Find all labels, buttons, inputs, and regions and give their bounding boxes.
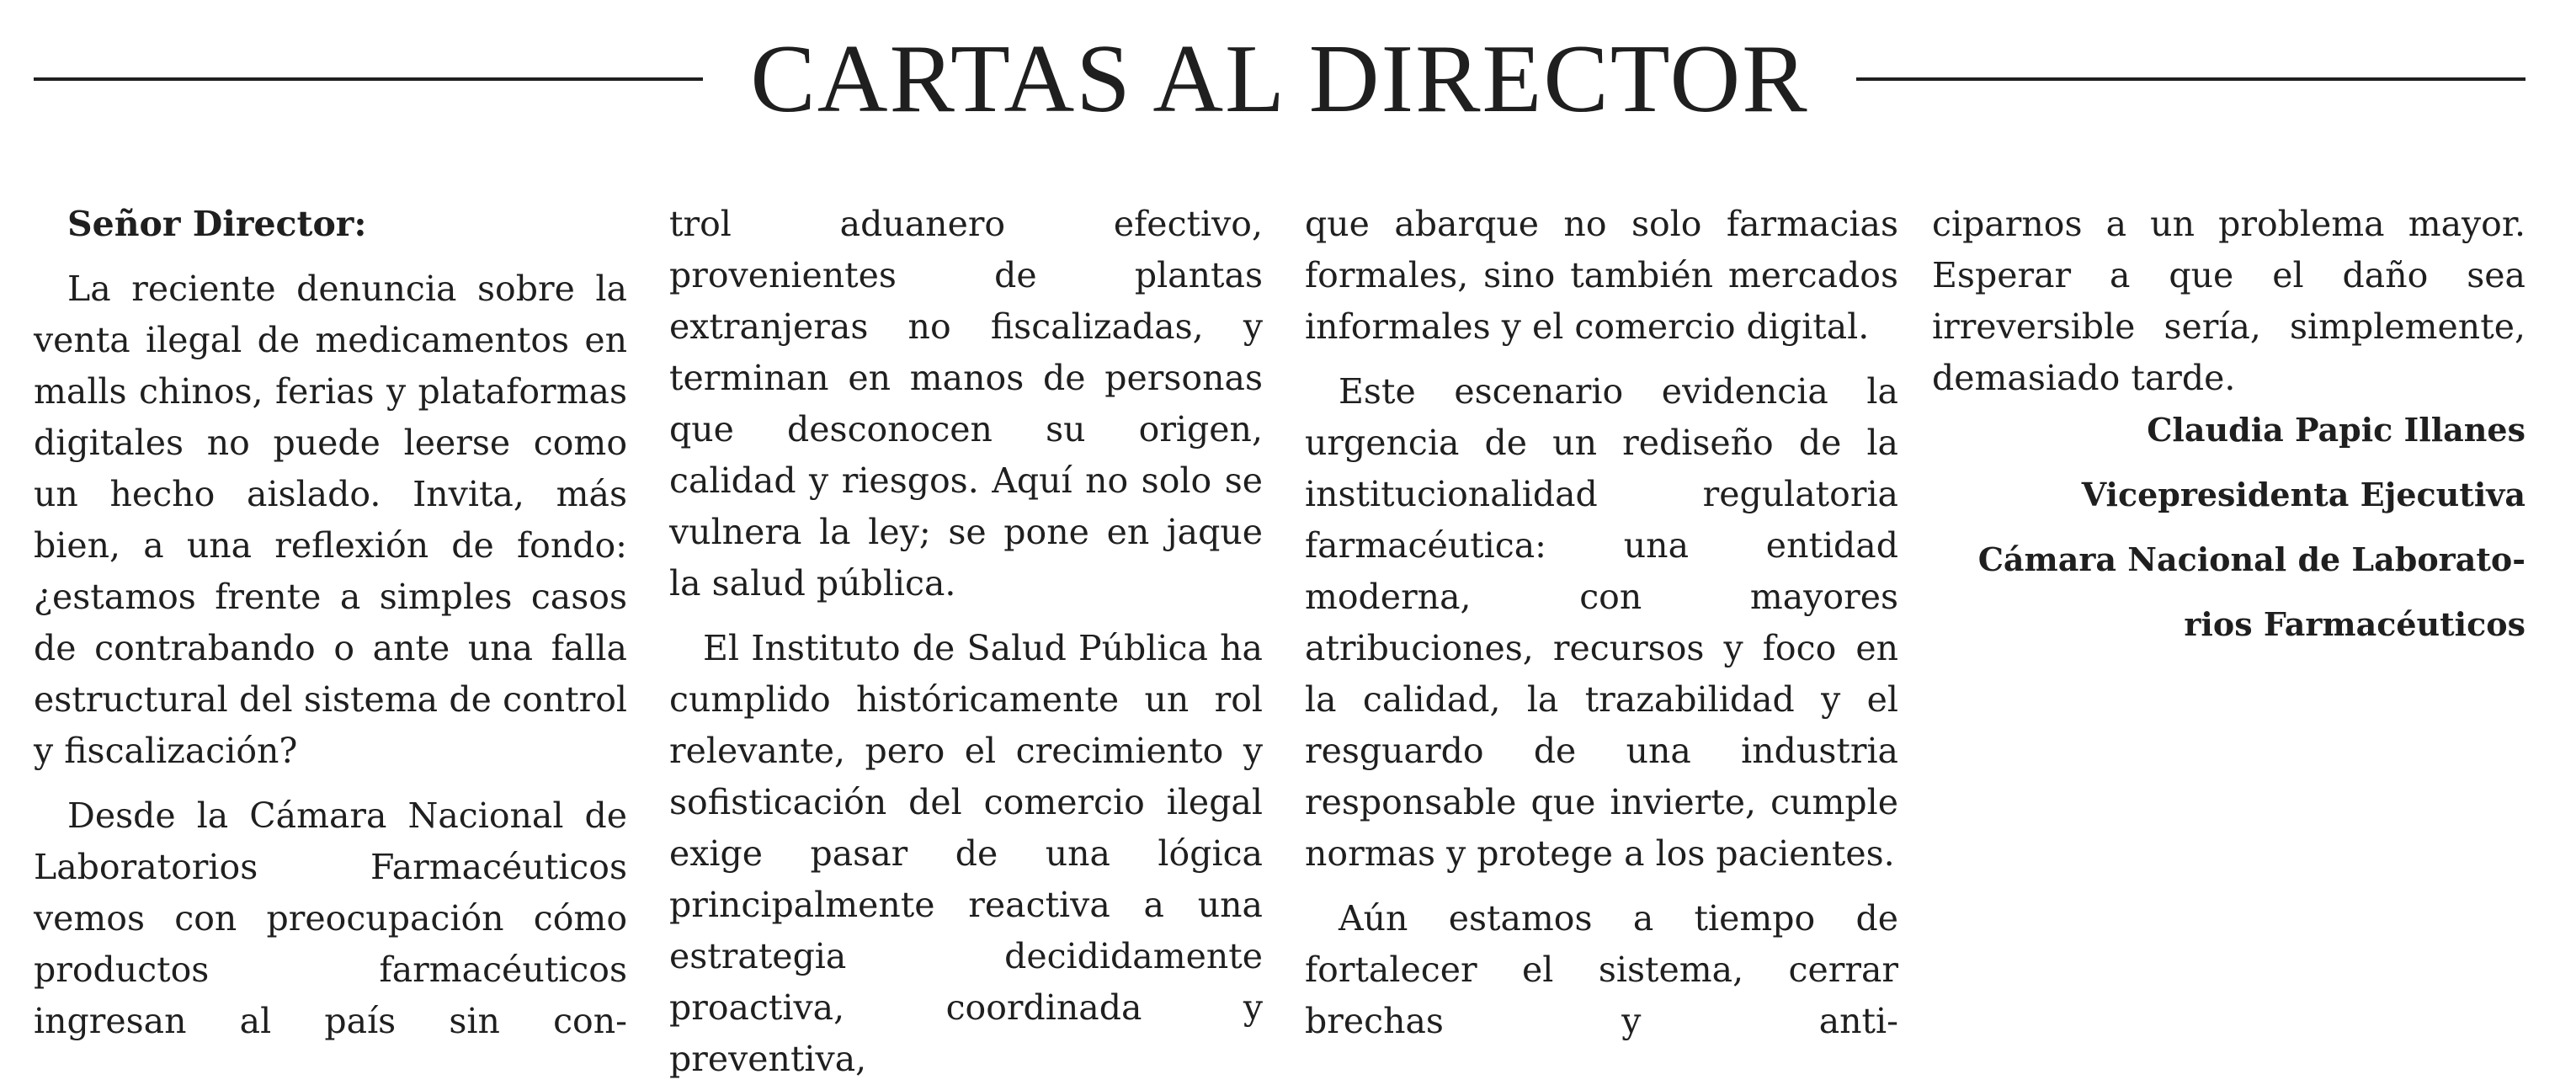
signature-name: Claudia Papic Illanes [2147, 411, 2525, 449]
column-3 [1305, 199, 1898, 1047]
paragraph: Este escenario evidencia la urgencia de un rediseño de la institucionalidad regulatoria farmacéutica: una entidad moderna, con mayores atribuciones, recursos y foco en la calidad, la trazabilidad y el resguardo de una industria responsable que invierte, cumple normas y protege a los pacientes. [1305, 371, 1898, 874]
column-2 [669, 199, 1263, 1085]
section-title: CARTAS AL DIRECTOR [750, 25, 1809, 133]
paragraph: La reciente denuncia sobre la venta ilegal de medicamentos en malls chinos, ferias y plataformas digitales no puede leerse como un hecho aislado. Invita, más bien, a una reflexión de fondo: ¿estamos frente a simples casos de contrabando o ante una falla estructural del sistema de control y fiscalización? [34, 269, 627, 771]
header-rule-left [34, 77, 703, 81]
signature-block [1932, 404, 2525, 650]
paragraph: Aún estamos a tiempo de fortalecer el sistema, cerrar brechas y anti- [1305, 898, 1898, 1041]
signature-organization: rios Farmacéuticos [2184, 605, 2525, 643]
paragraph: El Instituto de Salud Pública ha cumplido históricamente un rol relevante, pero el crecimiento y sofisticación del comercio ilegal exige pasar de una lógica principalmente reactiva a una estrategia decididamente proactiva, coordinada y preventiva, [669, 628, 1263, 1079]
paragraph-continued: ciparnos a un problema mayor. Esperar a que el daño sea irreversible sería, simplemente, demasiado tarde. [1932, 204, 2525, 398]
signature-role: Vicepresidenta Ejecutiva [2081, 476, 2525, 513]
paragraph-continued: que abarque no solo farmacias formales, sino también mercados informales y el comercio digital. [1305, 204, 1898, 347]
column-1 [34, 199, 627, 1047]
letter-body [34, 199, 2525, 1079]
paragraph: Desde la Cámara Nacional de Laboratorios Farmacéuticos vemos con preocupación cómo productos farmacéuticos ingresan al país sin con- [34, 795, 627, 1041]
letter-salutation: Señor Director: [67, 204, 367, 244]
header-rule-right [1856, 77, 2525, 81]
paragraph-continued: trol aduanero efectivo, provenientes de plantas extranjeras no fiscalizadas, y terminan en manos de personas que desconocen su origen, calidad y riesgos. Aquí no solo se vulnera la ley; se pone en jaque la salud pública. [669, 204, 1263, 604]
signature-organization: Cámara Nacional de Laborato- [1977, 540, 2525, 578]
section-header [34, 20, 2525, 138]
column-4 [1932, 199, 2525, 650]
